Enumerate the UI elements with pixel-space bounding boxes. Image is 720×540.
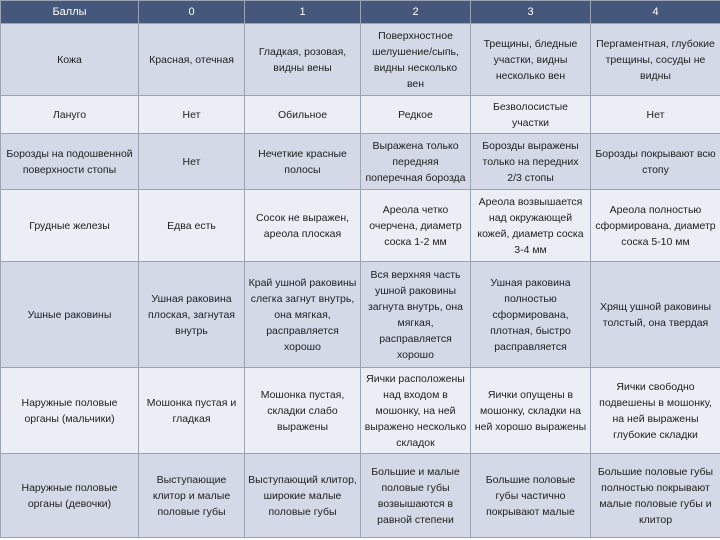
table-cell: Ареола полностью сформирована, диаметр соска 5-10 мм: [591, 190, 720, 262]
table-cell: Обильное: [245, 96, 361, 134]
table-header-row: [1, 1, 720, 24]
table-cell: Яички свободно подвешены в мошонку, на ней выражены глубокие складки: [591, 368, 720, 454]
header-cell-2: 2: [361, 1, 471, 24]
table-cell: Ареола возвышается над окружающей кожей, диаметр соска 3-4 мм: [471, 190, 591, 262]
table-cell: Нечеткие красные полосы: [245, 134, 361, 190]
table-cell: Яички опущены в мошонку, складки на ней хорошо выражены: [471, 368, 591, 454]
table-cell: Едва есть: [139, 190, 245, 262]
header-cell-0: 0: [139, 1, 245, 24]
table-row-plantar-creases: [1, 134, 720, 190]
table-row-breast: [1, 190, 720, 262]
table-cell: Трещины, бледные участки, видны несколько вен: [471, 24, 591, 96]
table-cell: Край ушной раковины слегка загнут внутрь, она мягкая, расправляется хорошо: [245, 262, 361, 368]
header-cell-score-label: Баллы: [1, 1, 139, 24]
table-cell: Нет: [139, 96, 245, 134]
table-cell: Большие половые губы частично покрывают малые: [471, 454, 591, 538]
table-cell: Борозды выражены только на передних 2/3 стопы: [471, 134, 591, 190]
table-cell: Ушная раковина плоская, загнутая внутрь: [139, 262, 245, 368]
table-cell: Гладкая, розовая, видны вены: [245, 24, 361, 96]
table-cell: Мошонка пустая и гладкая: [139, 368, 245, 454]
row-label: Наружные половые органы (мальчики): [1, 368, 139, 454]
table-row-skin: [1, 24, 720, 96]
header-cell-1: 1: [245, 1, 361, 24]
row-label: Лануго: [1, 96, 139, 134]
table-cell: Пергаментная, глубокие трещины, сосуды не видны: [591, 24, 720, 96]
header-cell-3: 3: [471, 1, 591, 24]
table-cell: Большие половые губы полностью покрывают малые половые губы и клитор: [591, 454, 720, 538]
table-cell: Хрящ ушной раковины толстый, она твердая: [591, 262, 720, 368]
table-row-genitals-female: [1, 454, 720, 538]
row-label: Кожа: [1, 24, 139, 96]
table-row-ear: [1, 262, 720, 368]
table-cell: Красная, отечная: [139, 24, 245, 96]
row-label: Борозды на подошвенной поверхности стопы: [1, 134, 139, 190]
row-label: Наружные половые органы (девочки): [1, 454, 139, 538]
table-cell: Ушная раковина полностью сформирована, плотная, быстро расправляется: [471, 262, 591, 368]
header-cell-4: 4: [591, 1, 720, 24]
table-cell: Нет: [591, 96, 720, 134]
table-cell: Ареола четко очерчена, диаметр соска 1-2 мм: [361, 190, 471, 262]
row-label: Ушные раковины: [1, 262, 139, 368]
table-cell: Борозды покрывают всю стопу: [591, 134, 720, 190]
table-cell: Выступающий клитор, широкие малые половые губы: [245, 454, 361, 538]
table-cell: Мошонка пустая, складки слабо выражены: [245, 368, 361, 454]
table-cell: Нет: [139, 134, 245, 190]
table-cell: Вся верхняя часть ушной раковины загнута внутрь, она мягкая, расправляется хорошо: [361, 262, 471, 368]
table-cell: Яички расположены над входом в мошонку, на ней выражено несколько складок: [361, 368, 471, 454]
table-cell: Выражена только передняя поперечная борозда: [361, 134, 471, 190]
table-cell: Безволосистые участки: [471, 96, 591, 134]
table-cell: Поверхностное шелушение/сыпь, видны несколько вен: [361, 24, 471, 96]
table-cell: Выступающие клитор и малые половые губы: [139, 454, 245, 538]
row-label: Грудные железы: [1, 190, 139, 262]
table-cell: Редкое: [361, 96, 471, 134]
table-row-lanugo: [1, 96, 720, 134]
table-cell: Большие и малые половые губы возвышаются в равной степени: [361, 454, 471, 538]
table-cell: Сосок не выражен, ареола плоская: [245, 190, 361, 262]
table-row-genitals-male: [1, 368, 720, 454]
